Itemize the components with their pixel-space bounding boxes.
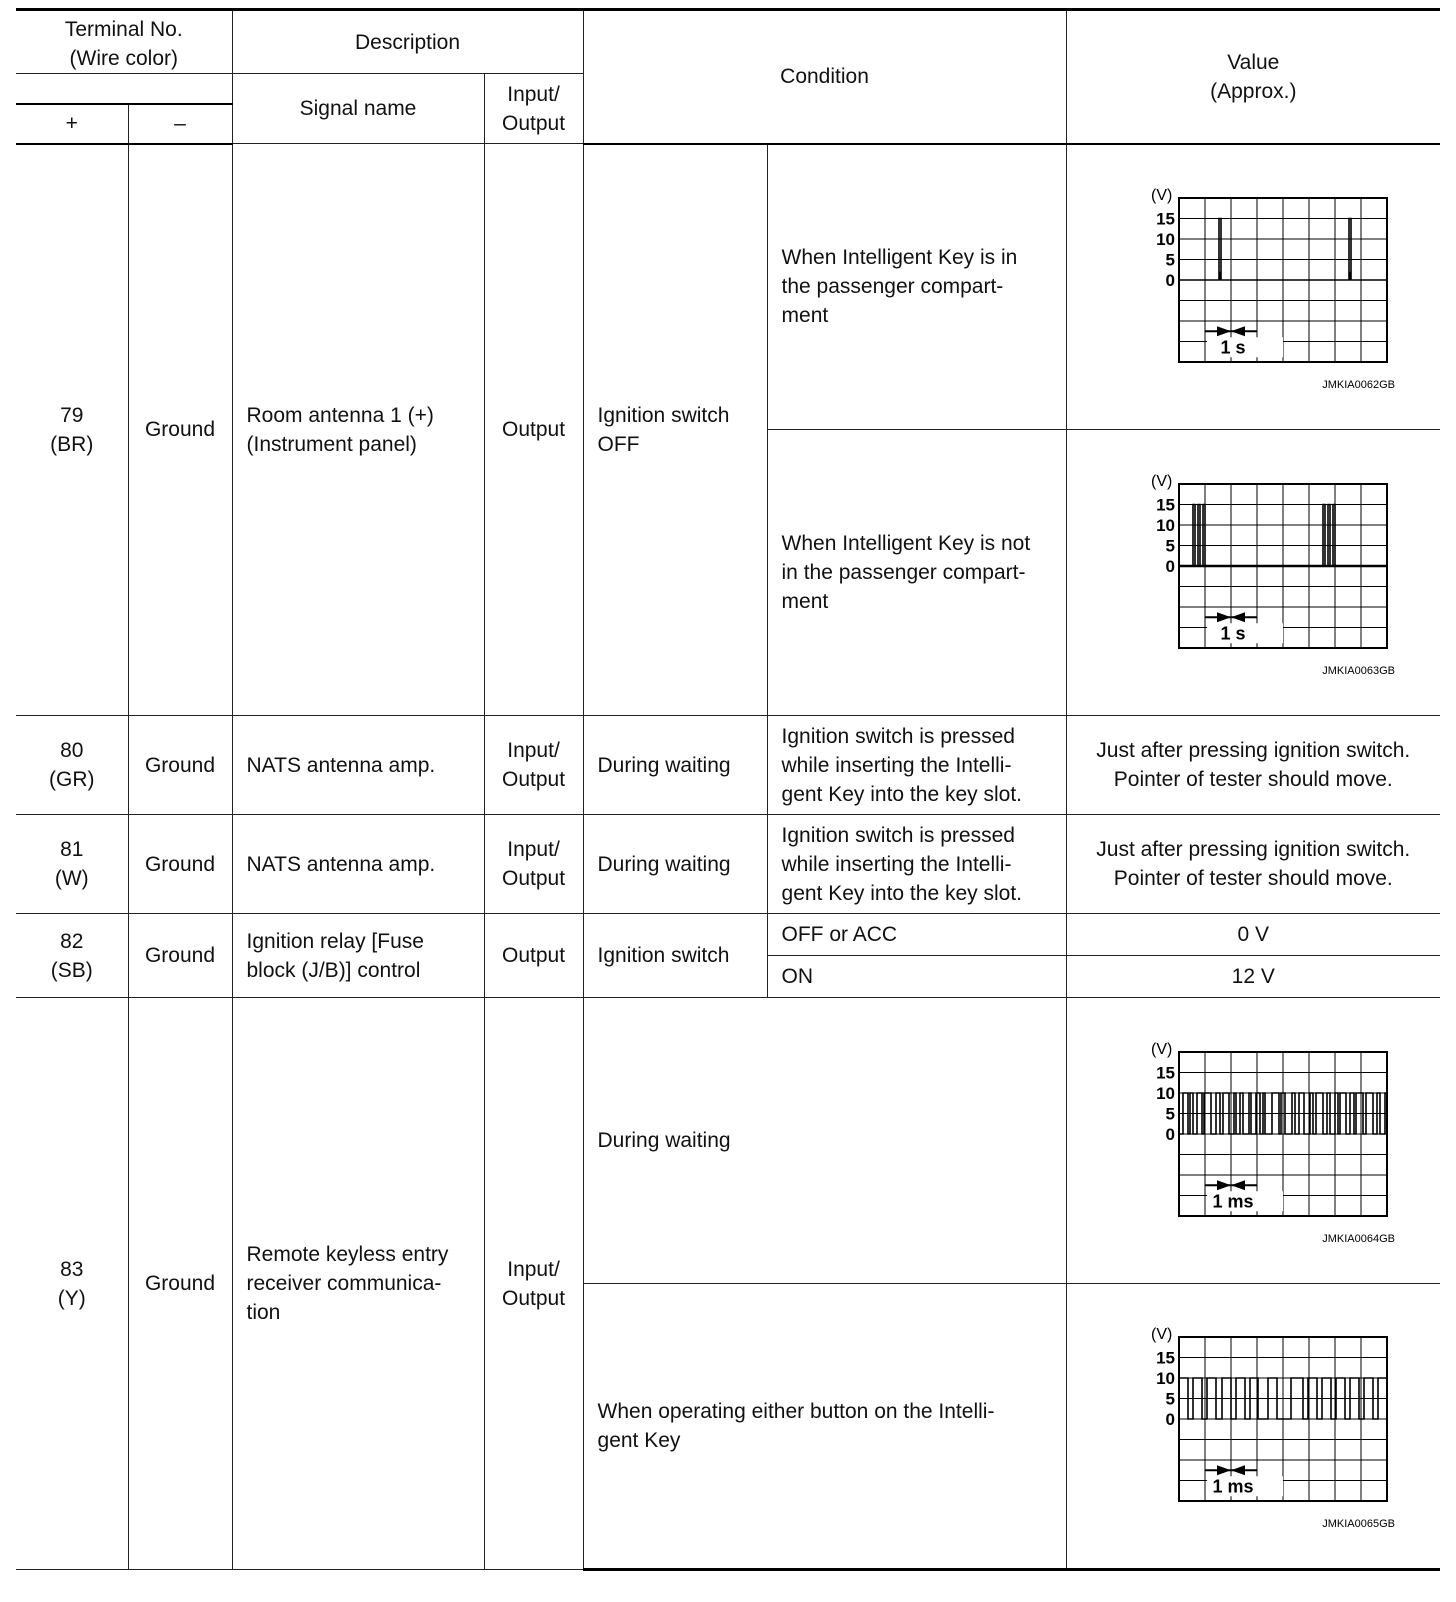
sub-condition-83-waiting: During waiting: [583, 998, 1066, 1284]
time-scale-label: 1 s: [1220, 622, 1246, 643]
header-terminal-gap: [16, 74, 232, 104]
figure-code: JMKIA0064GB: [1322, 1232, 1396, 1245]
header-plus: +: [16, 104, 128, 144]
y-tick-label: 10: [1156, 1369, 1176, 1388]
sub-condition-82-on: ON: [767, 956, 1066, 998]
header-condition: Condition: [583, 10, 1066, 144]
detail-81: Ignition switch is pressed while inserting the Intelli- gent Key into the key slot.: [767, 815, 1066, 914]
table-row-81: [16, 815, 1440, 914]
oscilloscope-waveform: [1103, 1036, 1403, 1246]
sub-condition-82-off: OFF or ACC: [767, 914, 1066, 956]
y-unit-label: (V): [1151, 472, 1173, 490]
sub-condition-79-in: When Intelligent Key is in the passenger compart- ment: [767, 144, 1066, 430]
io-83: Input/ Output: [484, 998, 583, 1570]
condition-81: During waiting: [583, 815, 767, 914]
value-81: Just after pressing ignition switch. Pointer of tester should move.: [1066, 815, 1440, 914]
condition-79: Ignition switch OFF: [583, 144, 767, 716]
table-row-80: [16, 716, 1440, 815]
signal-80: NATS antenna amp.: [232, 716, 484, 815]
terminal-81: 81 (W): [16, 815, 128, 914]
value-80: Just after pressing ignition switch. Pointer of tester should move.: [1066, 716, 1440, 815]
ground-79: Ground: [128, 144, 232, 716]
time-scale-label: 1 ms: [1212, 1190, 1254, 1211]
io-82: Output: [484, 914, 583, 998]
header-terminal-no: Terminal No. (Wire color): [16, 10, 232, 74]
y-unit-label: (V): [1151, 1326, 1173, 1343]
oscilloscope-waveform: [1103, 182, 1403, 392]
detail-80: Ignition switch is pressed while inserting the Intelli- gent Key into the key slot.: [767, 716, 1066, 815]
y-tick-label: 0: [1165, 1410, 1176, 1429]
condition-82: Ignition switch: [583, 914, 767, 998]
oscilloscope-waveform: [1103, 468, 1403, 678]
table-row-83: [16, 998, 1440, 1284]
y-tick-label: 0: [1165, 1124, 1176, 1144]
y-tick-label: 5: [1165, 536, 1176, 555]
y-tick-label: 5: [1165, 1104, 1176, 1123]
terminal-79: 79 (BR): [16, 144, 128, 716]
io-81: Input/ Output: [484, 815, 583, 914]
y-tick-label: 5: [1165, 250, 1176, 270]
table-row-82: [16, 914, 1440, 956]
y-unit-label: (V): [1151, 186, 1173, 204]
ground-80: Ground: [128, 716, 232, 815]
terminal-82: 82 (SB): [16, 914, 128, 998]
scope-cell-79-out: [1066, 430, 1440, 716]
terminal-83: 83 (Y): [16, 998, 128, 1570]
y-tick-label: 0: [1165, 556, 1176, 576]
oscilloscope-waveform: [1103, 1321, 1403, 1531]
y-tick-label: 10: [1156, 1083, 1176, 1103]
io-79: Output: [484, 144, 583, 716]
y-tick-label: 15: [1156, 1348, 1176, 1368]
time-scale-label: 1 ms: [1212, 1476, 1254, 1497]
y-tick-label: 15: [1156, 495, 1176, 514]
header-minus: –: [128, 104, 232, 144]
figure-code: JMKIA0062GB: [1322, 378, 1396, 391]
y-tick-label: 10: [1156, 229, 1176, 249]
sub-condition-79-out: When Intelligent Key is not in the passenger compart- ment: [767, 430, 1066, 716]
time-scale-label: 1 s: [1220, 337, 1246, 357]
sub-condition-83-button: When operating either button on the Intelli- gent Key: [583, 1284, 1066, 1570]
header-input-output: Input/ Output: [484, 74, 583, 144]
y-tick-label: 5: [1165, 1389, 1176, 1409]
signal-79: Room antenna 1 (+) (Instrument panel): [232, 144, 484, 716]
condition-80: During waiting: [583, 716, 767, 815]
figure-code: JMKIA0065GB: [1322, 1518, 1396, 1530]
header-signal-name: Signal name: [232, 74, 484, 144]
scope-cell-79-in: [1066, 144, 1440, 430]
value-82-on: 12 V: [1066, 956, 1440, 998]
y-unit-label: (V): [1151, 1040, 1173, 1058]
signal-81: NATS antenna amp.: [232, 815, 484, 914]
ground-83: Ground: [128, 998, 232, 1570]
io-80: Input/ Output: [484, 716, 583, 815]
y-tick-label: 15: [1156, 1063, 1176, 1082]
scope-cell-83-waiting: [1066, 998, 1440, 1284]
ground-81: Ground: [128, 815, 232, 914]
header-description: Description: [232, 10, 583, 74]
y-tick-label: 0: [1165, 270, 1176, 290]
value-82-off: 0 V: [1066, 914, 1440, 956]
ground-82: Ground: [128, 914, 232, 998]
table-row-79: [16, 144, 1440, 430]
header-value: Value (Approx.): [1066, 10, 1440, 144]
terminal-spec-table: [16, 8, 1440, 1571]
y-tick-label: 10: [1156, 515, 1176, 535]
signal-83: Remote keyless entry receiver communica- tion: [232, 998, 484, 1570]
figure-code: JMKIA0063GB: [1322, 664, 1396, 677]
signal-82: Ignition relay [Fuse block (J/B)] control: [232, 914, 484, 998]
terminal-80: 80 (GR): [16, 716, 128, 815]
scope-cell-83-button: [1066, 1284, 1440, 1570]
y-tick-label: 15: [1156, 209, 1176, 229]
